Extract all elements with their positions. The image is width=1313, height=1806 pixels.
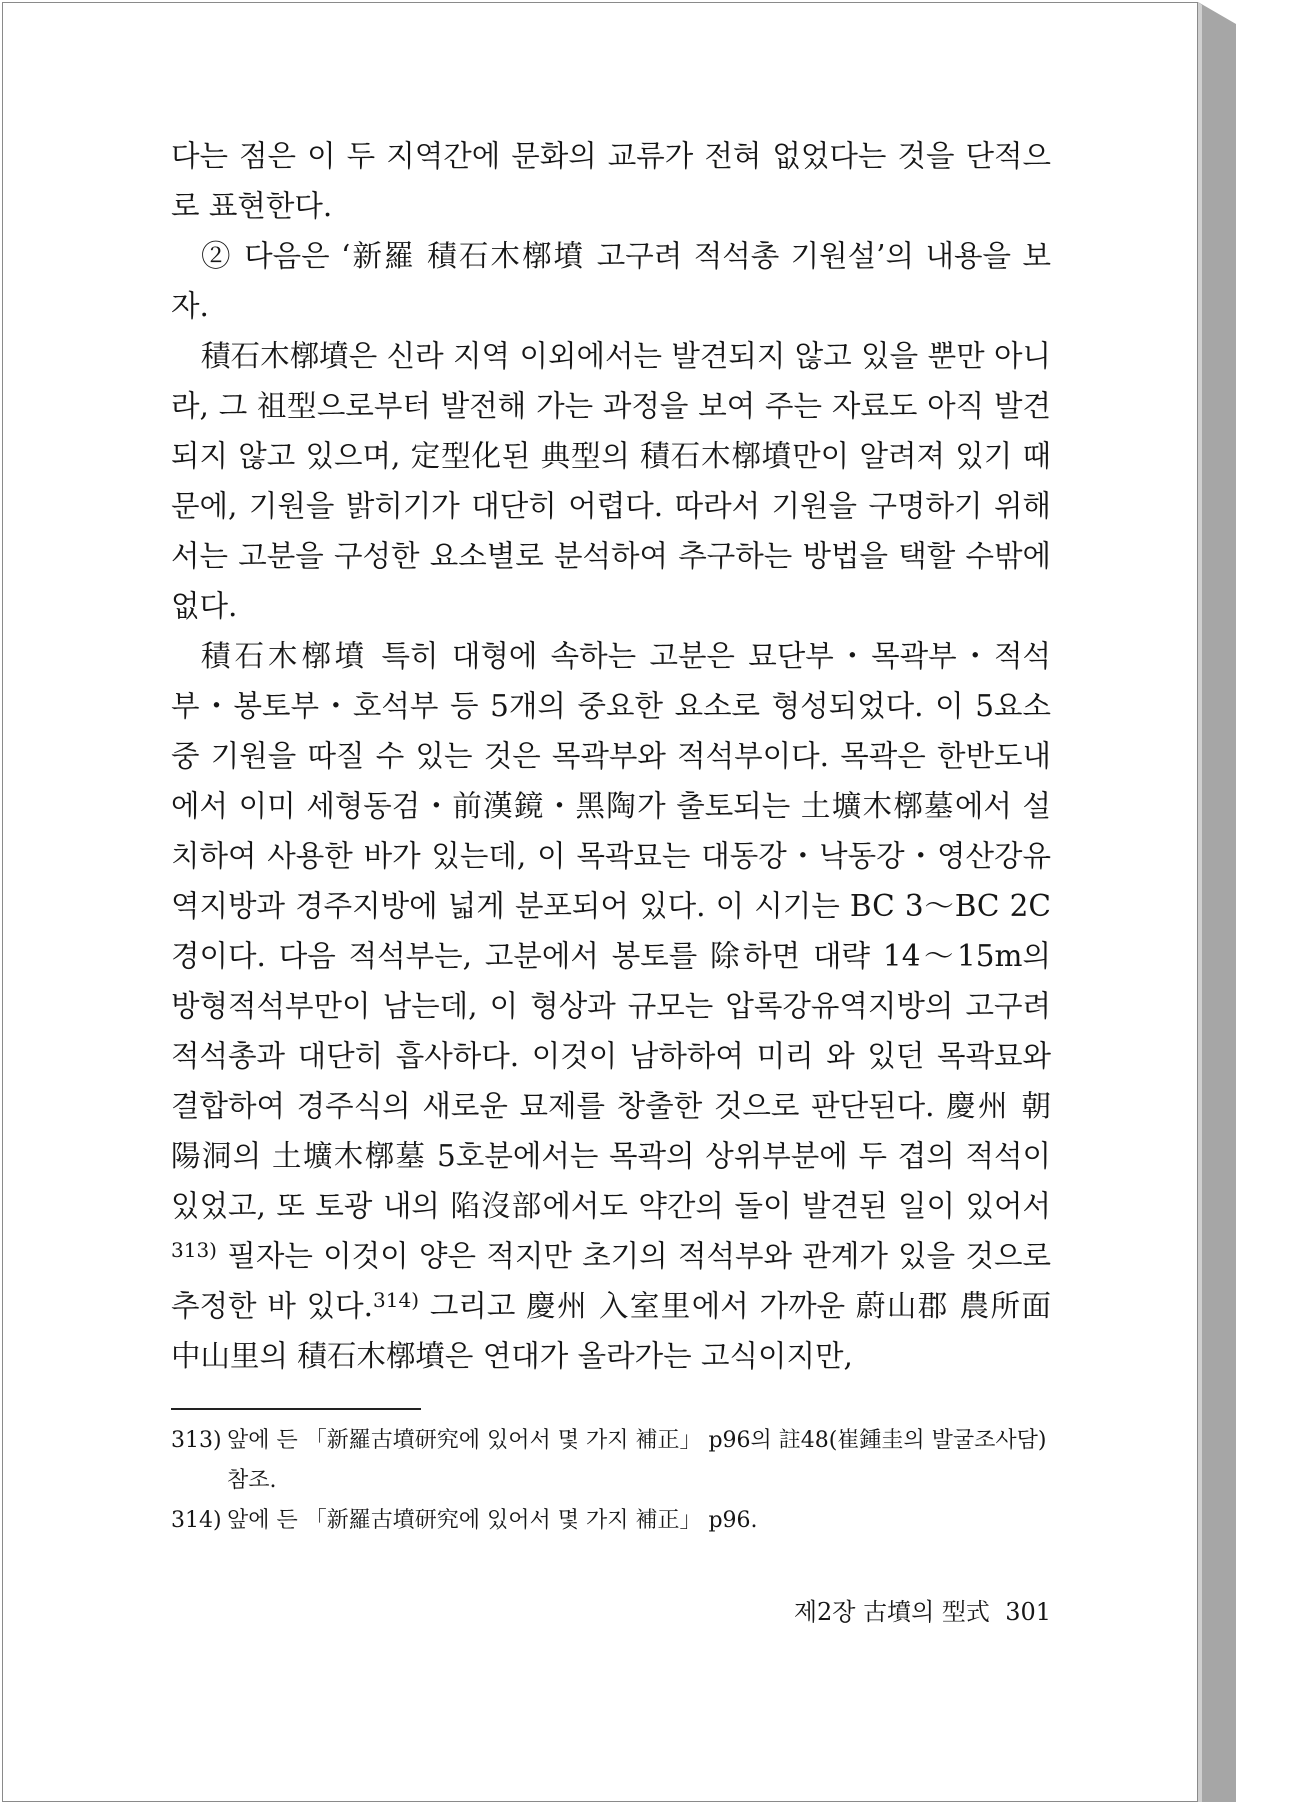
running-head: 제2장 古墳의 型式 <box>793 1598 990 1626</box>
book-page <box>2 2 1198 1802</box>
footnote-number: 314) <box>171 1508 222 1533</box>
page-number: 301 <box>1005 1598 1051 1626</box>
spine-side <box>1198 2 1236 1802</box>
running-footer <box>703 1592 1051 1627</box>
footnote-ref-313[interactable]: 313) <box>171 1238 217 1262</box>
paragraph-text: 積石木槨墳 특히 대형에 속하는 고분은 묘단부・목곽부・적석부・봉토부・호석부 등 5개의 중요한 요소로 형성되었다. 이 5요소 중 기원을 따질 수 있는 것은 목곽부와 적석부이다. 목곽은 한반도내에서 이미 세형동검・前漢鏡・黑陶가 출토되는 土壙木槨墓에서 설치하여 사용한 바가 있는데, 이 목곽묘는 대동강・낙동강・영산강유역지방과 경주지방에 넓게 분포되어 있다. 이 시기는 BC 3～BC 2C경이다. 다음 적석부는, 고분에서 봉토를 除하면 대략 14～15m의 방형적석부만이 남는데, 이 형상과 규모는 압록강유역지방의 고구려 적석총과 대단히 흡사하다. 이것이 남하하여 미리 와 있던 목곽묘와 결합하여 경주식의 새로운 묘제를 창출한 것으로 판단된다. 慶州 朝陽洞의 土壙木槨墓 5호분에서는 목곽의 상위부분에 두 겹의 적석이 있었고, 또 토광 내의 陷沒部에서도 약간의 돌이 발견된 일이 있어서 <box>171 639 1051 1223</box>
paragraph: 積石木槨墳은 신라 지역 이외에서는 발견되지 않고 있을 뿐만 아니라, 그 祖型으로부터 발전해 가는 과정을 보여 주는 자료도 아직 발견되지 않고 있으며, 定型化된 典型의 積石木槨墳만이 알려져 있기 때문에, 기원을 밝히기가 대단히 어렵다. 따라서 기원을 구명하기 위해서는 고분을 구성한 요소별로 분석하여 추구하는 방법을 택할 수밖에 없다. <box>171 339 1051 623</box>
body-text <box>171 131 1051 1381</box>
footnote-ref-314[interactable]: 314) <box>373 1288 420 1312</box>
footnotes <box>171 1421 1051 1541</box>
paragraph-text: 필자는 이것이 양은 적지만 초기의 적석부와 관계가 있을 것으로 추정한 바 있다. <box>171 1239 1051 1323</box>
paragraph: ② 다음은 ‘新羅 積石木槨墳 고구려 적석총 기원설’의 내용을 보자. <box>171 239 1051 323</box>
spine-highlight <box>1198 2 1202 1802</box>
paragraph <box>171 631 1051 1381</box>
footnote-314 <box>171 1501 1051 1541</box>
footnote-text: 앞에 든 「新羅古墳研究에 있어서 몇 가지 補正」 p96의 註48(崔鍾圭의 발굴조사담) 참조. <box>227 1428 1047 1493</box>
paragraph: 다는 점은 이 두 지역간에 문화의 교류가 전혀 없었다는 것을 단적으로 표현한다. <box>171 139 1051 223</box>
footnote-number: 313) <box>171 1428 222 1453</box>
footnote-text: 앞에 든 「新羅古墳研究에 있어서 몇 가지 補正」 p96. <box>227 1508 758 1533</box>
book-spine-edge <box>1198 2 1244 1802</box>
footnote-313 <box>171 1421 1051 1501</box>
footnote-divider <box>171 1408 421 1410</box>
paragraph-text: 그리고 慶州 入室里에서 가까운 蔚山郡 農所面 中山里의 積石木槨墳은 연대가 올라가는 고식이지만, <box>171 1289 1051 1373</box>
